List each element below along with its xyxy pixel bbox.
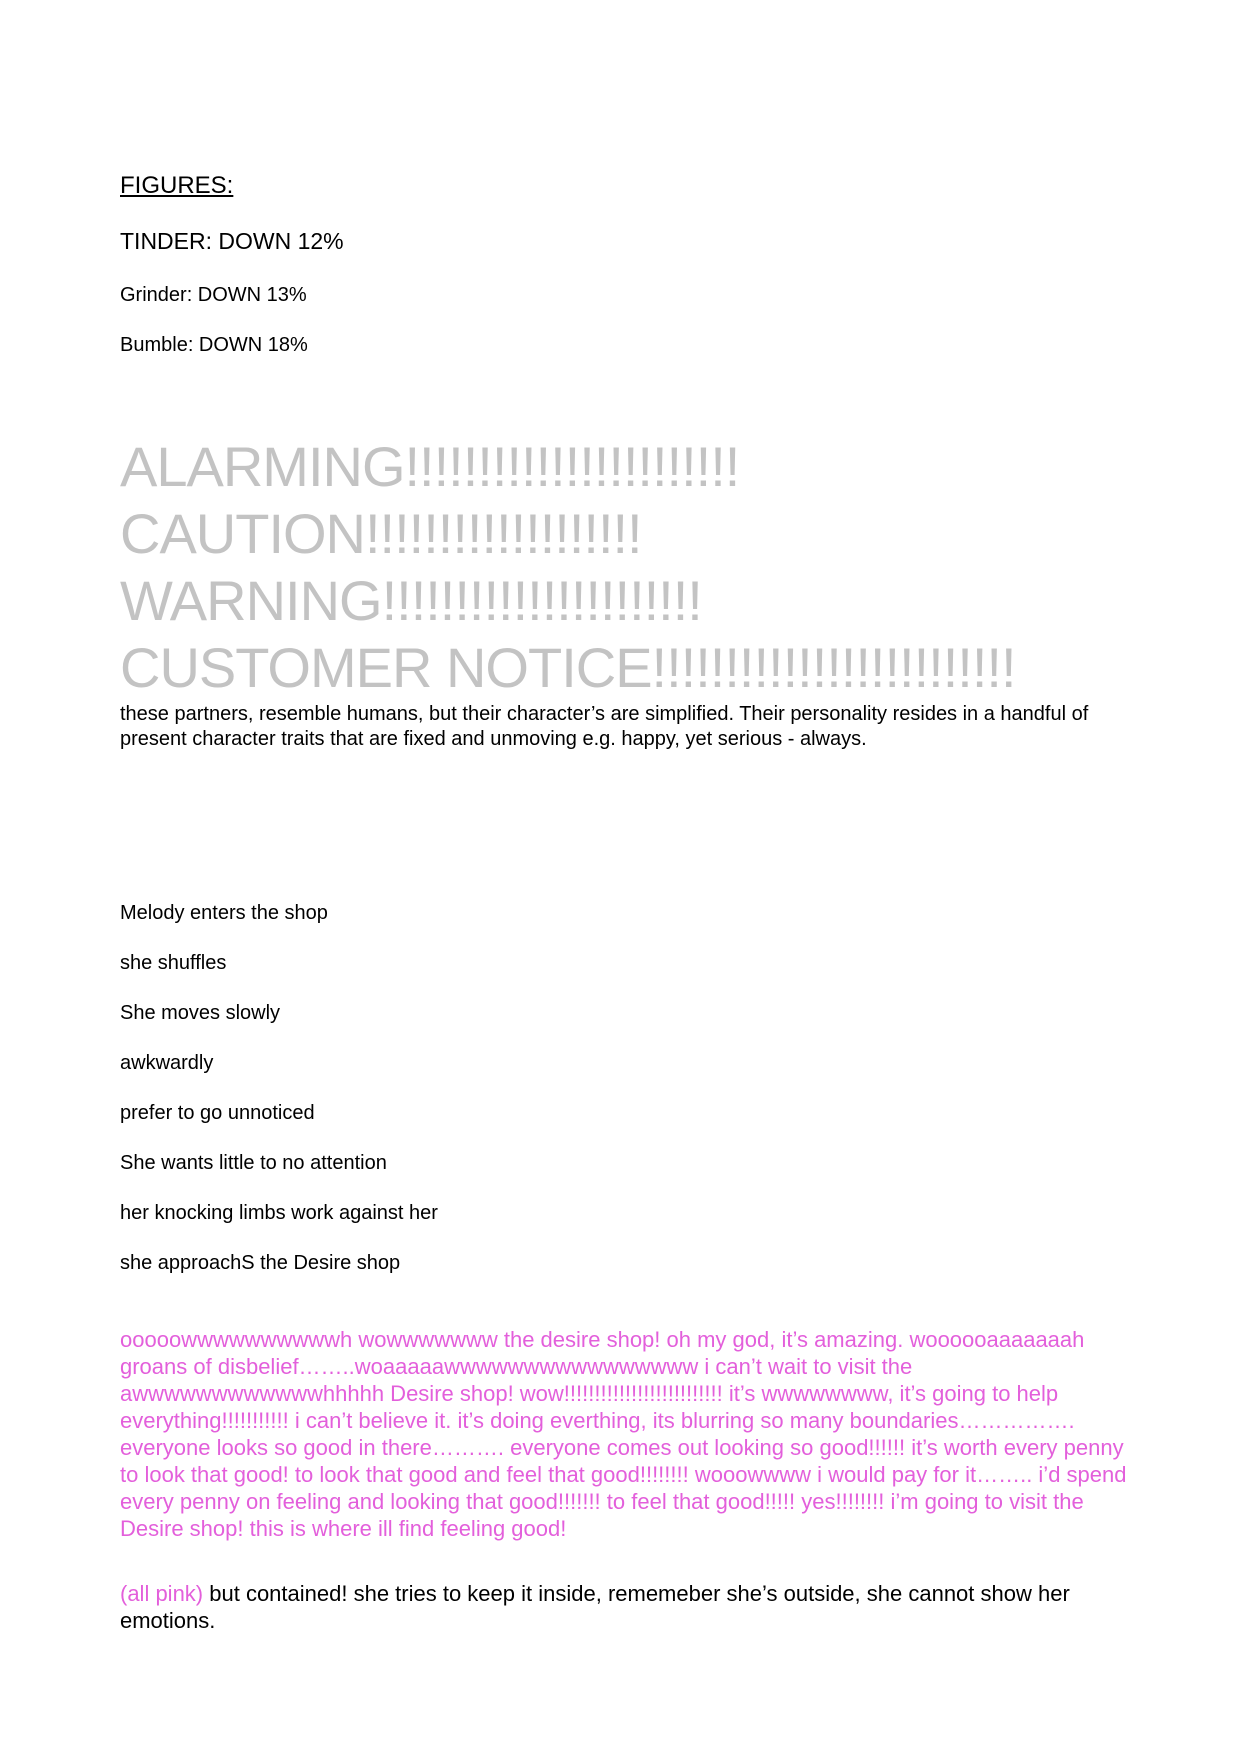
action-line: awkwardly [120, 1052, 214, 1074]
figures-heading: FIGURES: [120, 172, 234, 199]
alert-caution: CAUTION!!!!!!!!!!!!!!!!!!! [120, 502, 642, 565]
action-line: She moves slowly [120, 1002, 281, 1024]
figure-tinder: TINDER: DOWN 12% [120, 228, 344, 254]
alert-warning: WARNING!!!!!!!!!!!!!!!!!!!!!! [120, 569, 702, 632]
intro-paragraph: these partners, resemble humans, but their character’s are simplified. Their personality resides in a handful of present character traits that are fixed and unmoving e.g. happy, yet serious - always. [120, 703, 1089, 750]
figure-grinder: Grinder: DOWN 13% [120, 284, 307, 306]
action-line: her knocking limbs work against her [120, 1202, 438, 1224]
figure-bumble: Bumble: DOWN 18% [120, 334, 308, 356]
alert-alarming: ALARMING!!!!!!!!!!!!!!!!!!!!!!! [120, 435, 740, 498]
closing-text: but contained! she tries to keep it inside, rememeber she’s outside, she cannot show her emotions. [120, 1581, 1070, 1633]
action-line: She wants little to no attention [120, 1152, 387, 1174]
action-line: Melody enters the shop [120, 902, 328, 924]
pink-speech-paragraph: ooooowwwwwwwwwwh wowwwwwww the desire shop! oh my god, it’s amazing. woooooaaaaaaah groans of disbelief……..woaaaaawwwwwwwwwwwwwwww i can’t wait to visit the awwwwwwwwwwwwhhhhh Desire shop! wow!!!!!!!!!!!!!!!!!!!!!!!!!! it’s wwwwwwww, it’s going to help everything!!!!!!!!!!! i can’t believe it. it’s doing everthing, its blurring so many boundaries……………. everyone looks so good in there………. everyone comes out looking so good!!!!!! it’s worth every penny to look that good! to look that good and feel that good!!!!!!!! wooowwww i would pay for it…….. i’d spend every penny on feeling and looking that good!!!!!!! to feel that good!!!!! yes!!!!!!!! i’m going to visit the Desire shop! this is where ill find feeling good! [120, 1327, 1127, 1541]
closing-paragraph [120, 1580, 1130, 1634]
action-line: she approachS the Desire shop [120, 1252, 401, 1274]
action-line: prefer to go unnoticed [120, 1102, 315, 1124]
action-line: she shuffles [120, 952, 227, 974]
all-pink-tag: (all pink) [120, 1581, 204, 1606]
alert-customer-notice: CUSTOMER NOTICE!!!!!!!!!!!!!!!!!!!!!!!!! [120, 636, 1016, 699]
